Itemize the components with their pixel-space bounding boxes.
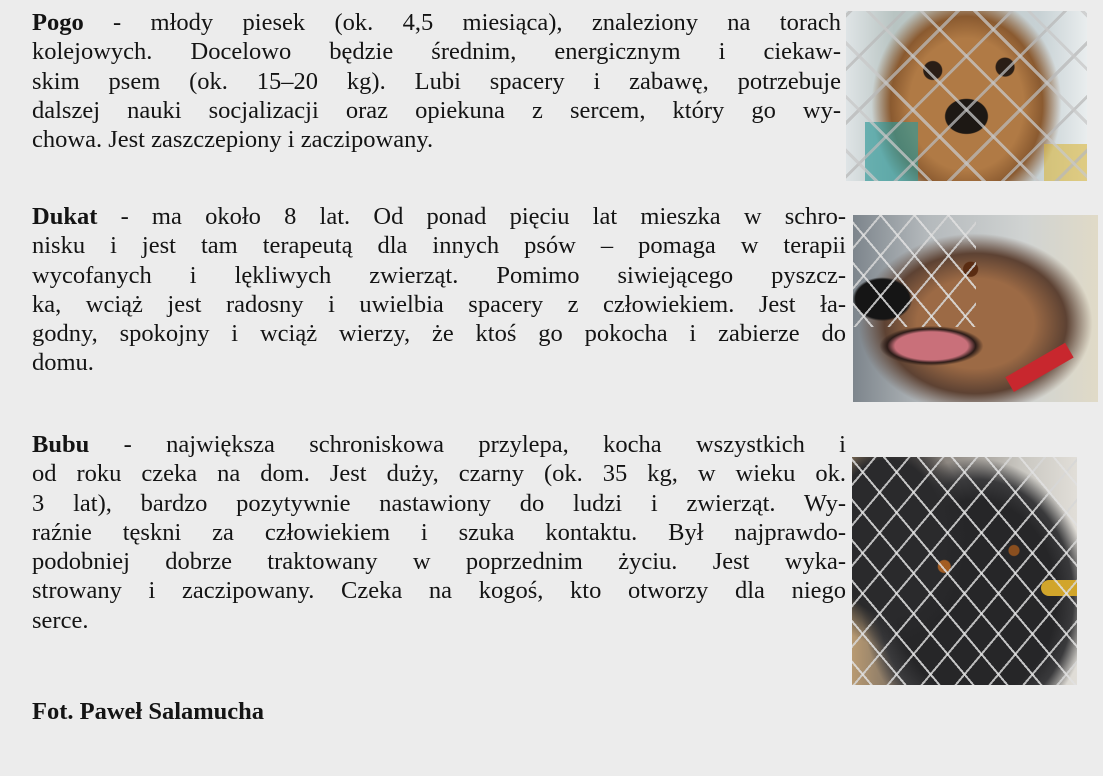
entry-line: skim psem (ok. 15–20 kg). Lubi spacery i zabawę, potrzebuje <box>32 67 841 95</box>
photo-pogo <box>846 11 1087 181</box>
entry-line: chowa. Jest zaszczepiony i zaczipowany. <box>32 126 434 154</box>
chain-link-fence <box>846 11 1087 181</box>
dog-name: Dukat <box>32 203 98 230</box>
entry-line: domu. <box>32 349 94 377</box>
entry-line: Pogo - młody piesek (ok. 4,5 miesiąca), znaleziony na torach <box>32 9 841 36</box>
entry-line: nisku i jest tam terapeutą dla innych psów – pomaga w terapii <box>32 232 846 260</box>
dog-name: Bubu <box>32 431 90 458</box>
photo-dukat <box>853 215 1098 402</box>
entry-line: dalszej nauki socjalizacji oraz opiekuna z sercem, który go wy- <box>32 96 841 124</box>
entry-line: kolejowych. Docelowo będzie średnim, energicznym i ciekaw- <box>32 38 841 66</box>
entry-line: Dukat - ma około 8 lat. Od ponad pięciu lat mieszka w schro- <box>32 203 846 230</box>
entry-line: serce. <box>32 606 89 634</box>
photo-bubu <box>852 457 1077 685</box>
chain-link-fence <box>853 215 976 327</box>
entry-line: od roku czeka na dom. Jest duży, czarny (ok. 35 kg, w wieku ok. <box>32 460 846 488</box>
entry-line: raźnie tęskni za człowiekiem i szuka kontaktu. Był najprawdo- <box>32 518 846 546</box>
entry-line: godny, spokojny i wciąż wierzy, że ktoś go pokocha i zabierze do <box>32 320 846 348</box>
entry-bubu <box>32 430 846 635</box>
chain-link-fence <box>852 457 1077 685</box>
photo-credit: Fot. Paweł Salamucha <box>32 698 265 725</box>
entry-line: podobniej dobrze traktowany w poprzednim życiu. Jest wyka- <box>32 548 846 576</box>
entry-line: Bubu - największa schroniskowa przylepa, kocha wszystkich i <box>32 431 846 458</box>
entry-pogo <box>32 8 841 154</box>
entry-line: ka, wciąż jest radosny i uwielbia spacery z człowiekiem. Jest ła- <box>32 290 846 318</box>
red-collar <box>1005 343 1073 392</box>
entry-line: 3 lat), bardzo pozytywnie nastawiony do ludzi i zwierząt. Wy- <box>32 489 846 517</box>
entry-dukat <box>32 202 846 378</box>
entry-line: strowany i zaczipowany. Czeka na kogoś, kto otworzy dla niego <box>32 577 846 605</box>
entry-line: wycofanych i lękliwych zwierząt. Pomimo siwiejącego pyszcz- <box>32 261 846 289</box>
dog-name: Pogo <box>32 9 84 36</box>
